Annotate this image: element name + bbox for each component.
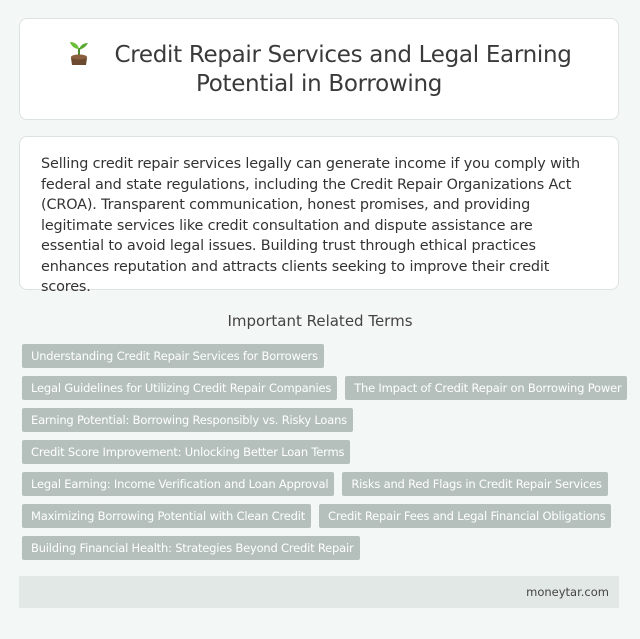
description-text: Selling credit repair services legally can generate income if you comply with federal and state regulations, including the Credit Repair Organizations Act (CROA). Transparent communication, honest promises, and providing legitimate services like credit consultation and dispute assistance are essential to avoid legal issues. Building trust through ethical practices enhances reputation and attracts clients seeking to improve their credit scores. [41,156,581,295]
tag-row [22,344,622,368]
title-line-1: Credit Repair Services and Legal Earning [114,41,572,68]
related-term-tag[interactable]: Legal Guidelines for Utilizing Credit Repair Companies [22,376,337,400]
related-term-tag[interactable]: Credit Repair Fees and Legal Financial Obligations [319,504,611,528]
description-card [19,136,619,295]
related-term-tag[interactable]: The Impact of Credit Repair on Borrowing Power [345,376,627,400]
related-term-tag[interactable]: Building Financial Health: Strategies Beyond Credit Repair [22,536,360,560]
tag-row [22,504,622,528]
related-term-tag[interactable]: Understanding Credit Repair Services for Borrowers [22,344,324,368]
footer-site-link[interactable]: moneytar.com [526,585,609,599]
tag-row [22,376,622,400]
related-term-tag[interactable]: Risks and Red Flags in Credit Repair Services [342,472,607,496]
related-term-tag[interactable]: Legal Earning: Income Verification and Loan Approval [22,472,334,496]
sprout-icon [66,40,92,66]
page-title [66,40,571,99]
tag-row [22,440,622,464]
related-term-tag[interactable]: Maximizing Borrowing Potential with Clean Credit [22,504,311,528]
related-term-tag[interactable]: Credit Score Improvement: Unlocking Better Loan Terms [22,440,350,464]
title-line-2: Potential in Borrowing [195,70,443,97]
title-card [19,18,619,120]
footer [19,576,619,608]
related-term-tag[interactable]: Earning Potential: Borrowing Responsibly vs. Risky Loans [22,408,353,432]
related-terms-list [22,344,622,568]
tag-row [22,408,622,432]
related-terms-heading: Important Related Terms [227,312,413,330]
tag-row [22,472,622,496]
tag-row [22,536,622,560]
